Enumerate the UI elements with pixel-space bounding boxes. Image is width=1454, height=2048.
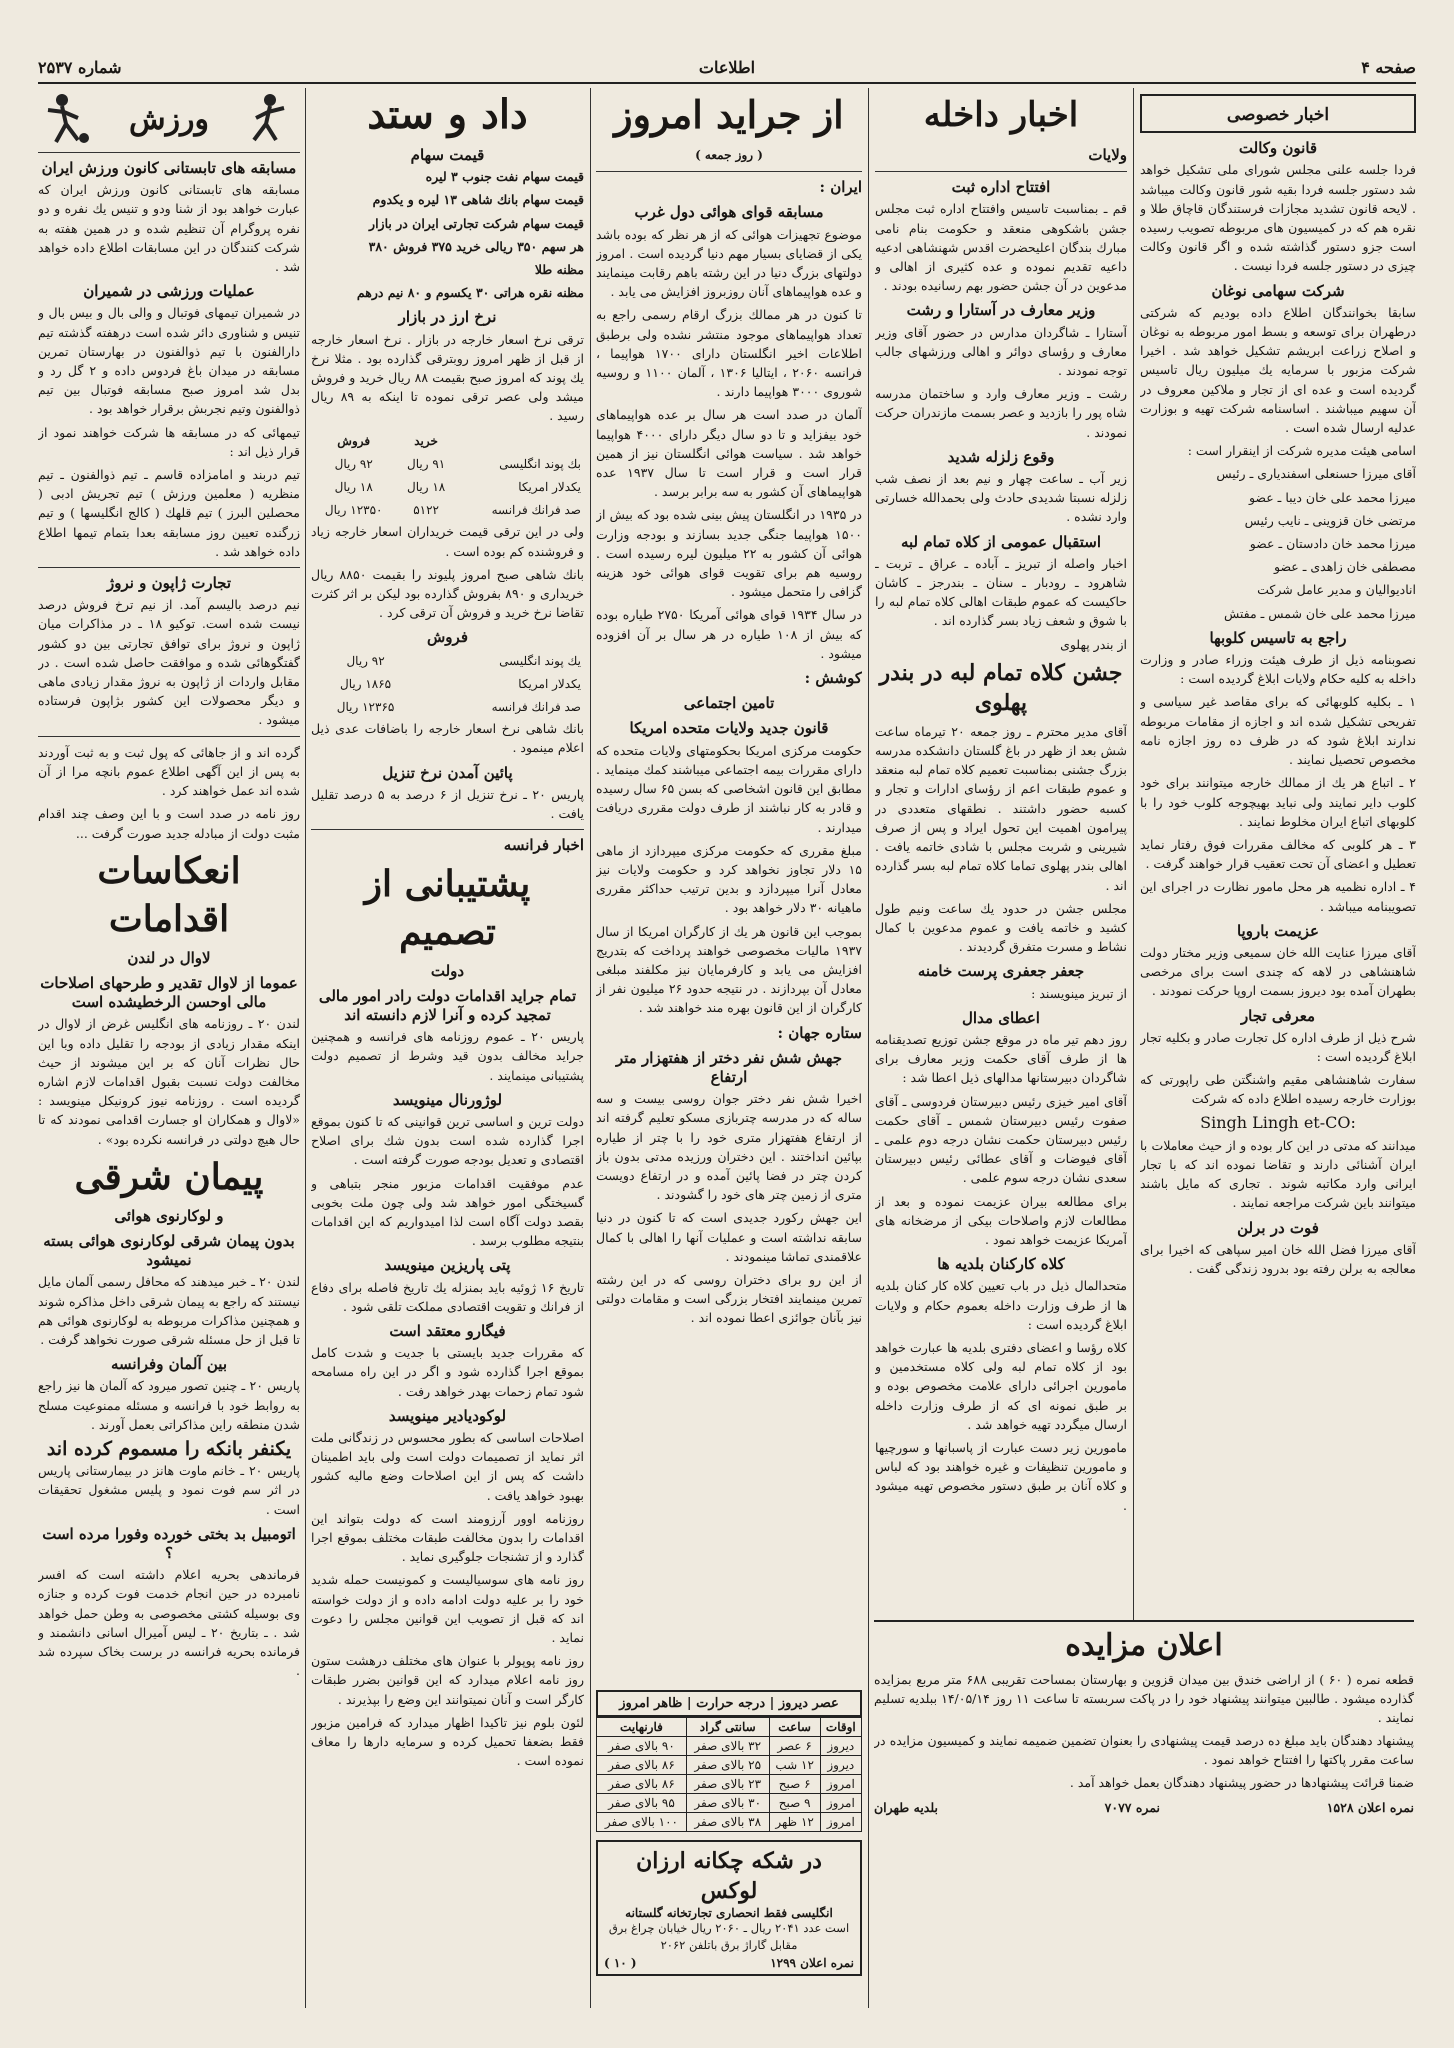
paragraph: ضمنا قرائت پیشنهادها در حضور پیشنهاد دهندگان بعمل خواهد آمد .	[1069, 1775, 1414, 1790]
paragraph: تاریخ ۱۶ ژوئیه باید بمنزله یك تاریخ فاصله برای دفاع از فرانك و تقویت اقتصادی مملکت تلقی شود .	[311, 1279, 584, 1314]
paragraph: گرده اند و از جاهائی که پول ثبت و به ثبت آوردند به پس از این آگهی اطلاع عموم بانچه مرا از آن شده اند عمل خواهند کرد .	[38, 744, 300, 799]
paragraph: لندن ۲۰ ـ خبر میدهند که محافل رسمی آلمان مایل نیستند که راجع به پیمان شرقی داخل مذاکره شوند و همچنین مذاکرات مربوطه به لوکارنوی هوائی هم تا قبل از حل مسئله شرقی صورت نخواهد گرفت .	[38, 1274, 300, 1347]
paragraph: ولی در این ترقی قیمت خریداران اسعار خارجه زیاد و فروشنده کم بوده است .	[311, 524, 584, 559]
headline: شرکت سهامی نوغان	[1211, 281, 1345, 300]
headline: جعفر جعفری پرست خامنه	[917, 962, 1085, 981]
table-row: یکدلار امریکا ۱۸ ریال ۱۸ ریال	[334, 480, 581, 495]
table-row: بك پوند انگلیسی ۹۱ ریال ۹۲ ریال	[334, 456, 581, 471]
paragraph: سابقا بخوانندگان اطلاع داده بودیم که شرکتی درطهران برای توسعه و بسط امور مربوطه به نوغان و اصلاح زراعت ابریشم تشکیل خواهد شد . اخیرا شرکت مزبور با سرمایه یك میلیون ریال تاسیس گردیده است و عده ای از تجار و ملاکین معروف در آن سهیم میباشند . اساسنامه شرکت تهیه و بوزارت عدلیه ارسال شده است .	[1140, 304, 1416, 436]
headline: پتی پاریزین مینویسد	[384, 1256, 511, 1275]
section-title: داد و ستد	[367, 91, 528, 138]
paragraph: پاریس ۲۰ ـ خانم ماوت هانز در بیمارستانی پاریس در اثر سم فوت نمود و پلیس مشغول تحقیقات است .	[38, 1463, 300, 1517]
section-title: ورزش	[128, 102, 210, 138]
list-item: میرزا محمد علی خان دیبا ـ عضو	[1248, 489, 1416, 505]
paper-name: اطلاعات	[698, 57, 756, 77]
paragraph: ۲ ـ اتباع هر یك از ممالك خارجه میتوانند برای خود کلوب دایر نمایند ولی نباید بهیچوجه کلوب خود را با کلوبهای اتباع ایران مخلوط نمایند .	[1140, 775, 1416, 829]
headline: یکنفر بانکه را مسموم کرده اند	[46, 1437, 292, 1460]
headline: لوکودیادیر مینویسد	[388, 1406, 507, 1425]
ad-body: است عدد ۲۰۴۱ ریال ـ ۲۰۶۰ ریال خیابان چراغ برق مقابل گاراژ برق باتلفن ۲۰۶۲	[608, 1921, 850, 1952]
paragraph: آقای مدیر محترم ـ روز جمعه ۲۰ تیرماه ساعت شش بعد از ظهر در باغ گلستان دانشکده مدرسه بزرگ جشنی بمناسبت تعمیم کلاه تمام لبه منعقد و عموم طبقات اعم از رؤسای ادارات و تجار و کسبه حضور داشتند . نطقهای متعددی در پیرامون اهمیت این تحول ایراد و پس از صرف شیرینی و شربت مجلس با شادی خاتمه یافت . اهالی بندر پهلوی تماما کلاه تمام لبه بسر گذارده اند .	[875, 723, 1127, 893]
table-row: امروز ۱۲ ظهر ۳۸ بالای صفر ۱۰۰ بالای صفر	[597, 1813, 862, 1832]
paragraph: اخیرا شش نفر دختر جوان روسی بیست و سه ساله که در مدرسه چتربازی مسکو تعلیم گرفته اند از ارتفاع هفتهزار متری خود را با چتر از طیاره بپائین انداختند . این دختران ورزیده مدتی بدون باز کردن چتر در فضا پائین آمده و در ارتفاع دویست متری از زمین چتر های خود را گشودند .	[596, 1091, 862, 1203]
exchange-table: خرید فروش بك پوند انگلیسی ۹۱ ریال ۹۲ ریال یکدلار امریکا ۱۸ ریال ۱۸ ریال صد فرانك فرانسه ۵۱۲۲ ۱۲۳۵۰ ریال	[311, 430, 584, 523]
ad-subtitle: انگلیسی فقط انحصاری تجارتخانه گلستانه	[625, 1906, 833, 1920]
paragraph: آقای امیر خیزی رئیس دبیرستان فردوسی ـ آقای صفوت رئیس دبیرستان شمس ـ آقای حکمت رئیس دبیرستان حکمت نشان درجه دوم علمی ـ آقای فیوضات و آقای عطائی رئیس دبیرستان سعدی نشان درجه سوم علمی .	[875, 1093, 1127, 1186]
column-rule	[305, 88, 306, 2008]
column-trade	[311, 88, 584, 2008]
paragraph: ترقی نرخ اسعار خارجه در بازار . نرخ اسعار خارجه از قبل از ظهر امروز روبترقی گذارده بود . مثلا نرخ یك پوند که امروز صبح بقیمت ۸۸ ریال خرید و فروش میشد ولی عصر ترقی نموده تا اینکه به ۸۹ ریال رسید .	[311, 331, 584, 424]
headline-large: پشتیبانی از تصمیم	[364, 862, 531, 953]
headline: معرفی تجار	[1240, 1006, 1316, 1025]
headline-large: انعکاسات اقدامات	[97, 849, 241, 940]
paragraph: متحدالمال ذیل در باب تعیین کلاه کار کنان بلدیه ها از طرف وزارت داخله بعموم حکام و ولایات ابلاغ گردیده است :	[875, 1278, 1127, 1332]
table-row: صد فرانك فرانسه ۱۲۳۶۵ ریال	[336, 700, 581, 715]
column-rule	[868, 88, 869, 2008]
auction-title: اعلان مزایده	[1065, 1628, 1223, 1663]
list-item: آقای میرزا حسنعلی اسفندیاری ـ رئیس	[1216, 466, 1416, 482]
table-row: یك پوند انگلیسی ۹۲ ریال	[346, 653, 581, 668]
column-domestic-news	[875, 88, 1127, 1618]
headline: و لوکارنوی هوائی	[114, 1206, 224, 1225]
headline: کلاه کارکنان بلدیه ها	[937, 1255, 1065, 1274]
headline: استقبال عمومی از کلاه تمام لبه	[900, 532, 1102, 551]
price-row: مظنه نقره هراتی ۳۰ یکسوم و ۸۰ نیم درهم	[356, 285, 584, 301]
headline: دولت	[430, 961, 465, 980]
headline: افتتاح اداره ثبت	[951, 178, 1051, 197]
headline: عموما از لاوال تقدیر و طرحهای اصلاحات مالی اوحسن الرخطیشده است	[40, 973, 298, 1012]
headline: فیگارو معتقد است	[389, 1321, 506, 1340]
ad-page: ( ۱۰ )	[604, 1956, 637, 1970]
section-sub: ولایات	[1088, 146, 1127, 164]
column-rule	[590, 88, 591, 2008]
page-number: صفحه ۴	[1361, 57, 1416, 77]
section-title: اخبار داخله	[923, 95, 1079, 135]
paragraph: برای مطالعه بیران عزیمت نموده و بعد از مطالعات لازم واصلاحات بیکی از مرضخانه های آمریکا عزیمت خواهد نمود .	[875, 1193, 1127, 1247]
source-label: ستاره جهان :	[777, 1023, 862, 1042]
paragraph: قم ـ بمناسبت تاسیس وافتتاح اداره ثبت مجلس جشن باشکوهی منعقد و حکومت بنام نامی مبارك بندگان اعلیحضرت اقدس شهنشاهی ادعیه داعیه تقدیم نموده و عده کثیری از اهالی و مدعوین در آن جشن حضور بهم رسانیده بودند .	[875, 201, 1127, 294]
auction-notice	[874, 1620, 1414, 2012]
paragraph: روز نامه پوپولر با عنوان های مختلف درهشت ستون روز نامه اعلام میدارد که این قوانین بضرر طبقات کارگر است و آنان نمیتوانند این وضع را بپذیرند .	[311, 1653, 584, 1707]
paragraph: رشت ـ وزیر معارف وارد و ساختمان مدرسه شاه پور را بازدید و عصر بسمت مازندران حرکت نمودند .	[875, 386, 1127, 440]
headline: اعطای مدال	[962, 1008, 1040, 1027]
carriage-ad	[596, 1840, 862, 1976]
headline: عزیمت باروپا	[1236, 921, 1319, 940]
price-row: قیمت سهام شرکت تجارتی ایران در بازار	[369, 215, 584, 231]
list-item: میرزا محمد علی خان شمس ـ مفتش	[1223, 605, 1416, 621]
section-title: از جراید امروز	[614, 92, 844, 137]
table-row: امروز ۹ صبح ۳۰ بالای صفر ۹۵ بالای صفر	[597, 1794, 862, 1813]
player-icon	[38, 90, 98, 150]
table-row: صد فرانك فرانسه ۵۱۲۲ ۱۲۳۵۰ ریال	[324, 503, 581, 518]
headline: قانون وکالت	[1238, 139, 1318, 158]
column-sports	[38, 88, 300, 2008]
list-item: مصطفی خان زاهدی ـ عضو	[1273, 559, 1416, 575]
paragraph: ۱ ـ بکلیه کلوبهائی که برای مقاصد غیر سیاسی و تفریحی تشکیل شده اند و اجازه از مقامات مربوطه ندارند ابلاغ شود که در ظرف ده روز اجازه نامه مخصوص تحصیل نمایند .	[1140, 694, 1416, 768]
paragraph: شرح ذیل از طرف اداره کل تجارت صادر و بکلیه تجار ابلاغ گردیده است :	[1140, 1029, 1416, 1064]
paragraph: عدم موفقیت اقدامات مزبور منجر بتباهی و گسیختگی امور خواهد شد ولی چون ملت بخوبی بقصد دولت آگاه است لذا امیدواریم که این اقدامات بنتیجه مطلوب برسد .	[311, 1175, 584, 1249]
section-label: اخبار فرانسه	[503, 836, 584, 855]
paragraph: در شمیران تیمهای فوتبال و والی بال و بیس بال و تنیس و شناوری دائر شده است درهفته گذشته تیم دارالفنون با تیم ذوالفنون در بهارستان تمرین مسابقه در میدان باغ فردوس داده و ۲ گل رد و بدل شد امروز صبح مسابقه فوتبال بین تیم ذوالفنون وتیم نجربش برقرار خواهد بود .	[38, 305, 300, 417]
headline: وزیر معارف در آستارا و رشت	[906, 301, 1096, 320]
paragraph: پاریس ۲۰ ـ نرخ تنزیل از ۶ درصد به ۵ درصد تقلیل یافت .	[311, 786, 584, 822]
price-row: قیمت سهام بانك شاهی ۱۳ لیره و یکدوم	[372, 192, 584, 208]
municipality: بلدیه طهران	[874, 1800, 938, 1815]
masthead	[38, 52, 1416, 84]
paragraph: تیم دربند و امامزاده قاسم ـ تیم ذوالفنون ـ تیم منظریه ( معلمین ورزش ) تیم تجریش ادبی ( محصلین البرز ) تیم قلهك ( کالج انگلیسها ) و تیم زرگنده تعیین روز مسابقه بعدا بتمام تیمها اطلاع داده خواهد شد .	[38, 467, 300, 559]
section-header: اخبار خصوصی	[1226, 105, 1330, 125]
paragraph: سفارت شاهنشاهی مقیم واشنگتن طی راپورتی که بوزارت خارجه رسیده اطلاع داده که شرکت	[1140, 1072, 1416, 1107]
paragraph: در سال ۱۹۳۴ قوای هوائی آمریکا ۲۷۵۰ طیاره بوده که بیش از ۱۰۸ طیاره در هر سال بر آن افزوده میشود .	[596, 607, 862, 661]
paragraph: در ۱۹۳۵ در انگلستان پیش بینی شده بود که بیش از ۱۵۰۰ هواپیما جنگی جدید بسازند و بودجه وزارت هوائی آن کشور به ۲۲ میلیون لیره رسیده است . روسیه هم برای تقویت قوای هوائی خود هزینه گزافی را متحمل میشود .	[596, 507, 862, 600]
headline: جهش شش نفر دختر از هفتهزار متر ارتفاع	[615, 1048, 842, 1086]
ad-number: نمره اعلان ۱۲۹۹	[770, 1956, 854, 1970]
paragraph: مبلغ مقرری که حکومت مرکزی میپردازد از ماهی ۱۵ دلار تجاوز نخواهد کرد و حکومت ولایات نیز معادل آنرا میپردازد و بدین ترتیب حداکثر مقرری ماهیانه ۳۰ دلار خواهد بود .	[596, 842, 862, 916]
headline: تجارت ژاپون و نروژ	[107, 574, 231, 593]
price-row: هر سهم ۳۵۰ ریالی خرید ۳۷۵ فروش ۳۸۰	[368, 238, 584, 254]
headline: مسابقه های تابستانی کانون ورزش ایران	[41, 159, 297, 177]
paragraph: پیشنهاد دهندگان باید مبلغ ده درصد قیمت پیشنهادی را بعنوان تضمین ضمیمه نمایند و کمیسیون مزایده در ساعت مقرر پاکتها را افتتاح خواهد نمود .	[874, 1733, 1414, 1767]
headline: فروش	[426, 628, 468, 647]
paragraph: مسابقه های تابستانی کانون ورزش ایران که عبارت خواهد بود از شنا ودو و تنیس یك نفره و دو نفره پروگرام آن تنظیم شده و در همین هفته به شرکت کنندگان در این مسابقات اطلاع داده خواهد شد .	[38, 182, 300, 275]
paragraph: آستارا ـ شاگردان مدارس در حضور آقای وزیر معارف و رؤسای دوائر و اهالی ورزشهای جالب توجه نمودند .	[875, 324, 1127, 379]
paragraph: کلاه رؤسا و اعضای دفتری بلدیه ها عبارت خواهد بود از کلاه تمام لبه ولی کلاه مستخدمین و مامورین اجرائی دارای علامت مخصوص بوده و بر طبق نمونه ای که از طرف وزارت داخله ارسال میگردد تهیه خواهد شد .	[875, 1339, 1127, 1432]
list-item: مرتضی خان قزوینی ـ نایب رئیس	[1244, 512, 1416, 528]
paragraph: روزنامه اوور آرزومند است که دولت بتواند این اقدامات را بدون مخالفت طبقات مختلف بموقع اجرا گذارد و از تشنجات جلوگیری نماید .	[311, 1510, 584, 1565]
paragraph: روز دهم تیر ماه در موقع جشن توزیع تصدیقنامه ها از طرف آقای حکمت وزیر معارف برای شاگردان دبیرستانها مدالهای ذیل اعطا شد :	[875, 1031, 1127, 1086]
headline: پائین آمدن نرخ تنزیل	[382, 763, 513, 782]
paragraph: بانك شاهی صبح امروز پلیوند را بقیمت ۸۸۵۰ ریال خریداری و ۸۹۰ بفروش گذارده بود لیکن بر اثر کثرت تقاضا نرخ خرید و فروش آن ترقی کرد .	[311, 566, 584, 621]
headline: قانون جدید ولایات متحده امریکا	[629, 719, 829, 738]
table-header: اوقات	[820, 1718, 861, 1737]
headline: بین آلمان وفرانسه	[110, 1355, 227, 1374]
company-name: Singh Lingh et-CO:	[1200, 1112, 1356, 1132]
paragraph: ۴ ـ اداره نظمیه هر محل مامور نظارت در اجرای این تصویبنامه میباشد .	[1140, 879, 1416, 914]
headline: اتومبیل بد بختی خورده وفورا مرده است ؟	[42, 1524, 296, 1562]
paragraph: اصلاحات اساسی که بطور محسوس در زندگانی ملت اثر نماید از تصمیمات دولت است ولی باید اطمینان داشت که پس از این اصلاحات وضع مالیه کشور بهبود خواهد یافت .	[311, 1429, 584, 1503]
paragraph: تیمهائی که در مسابقه ها شرکت خواهند نمود از قرار ذیل اند :	[38, 424, 300, 459]
sports-banner	[38, 88, 300, 153]
paragraph: دولت ترین و اساسی ترین قوانینی که تا کنون بموقع اجرا گذارده شده است بدون شك برای اصلاح اقتصادی و تعدیل بودجه صورت گرفته است .	[311, 1113, 584, 1168]
headline-large: پیمان شرقی	[74, 1155, 264, 1198]
paragraph: این جهش رکورد جدیدی است که تا کنون در دنیا سابقه نداشته است و عملیات آنها را اهالی با کمال علاقمندی تماشا مینمودند .	[596, 1210, 862, 1264]
headline: راجع به تاسیس کلوبها	[1209, 628, 1347, 647]
table-row: دیروز ۶ عصر ۳۲ بالای صفر ۹۰ بالای صفر	[597, 1737, 862, 1756]
price-row: قیمت سهام نفت جنوب ۳ لیره	[425, 169, 584, 185]
notice-number: نمره اعلان ۱۵۲۸	[1326, 1800, 1414, 1815]
headline: وقوع زلزله شدید	[947, 447, 1055, 466]
paragraph: ۳ ـ هر کلوبی که مخالف مقررات فوق رفتار نماید تعطیل و اعضای آن تحت تعقیب قرار خواهند گرفت .	[1140, 836, 1416, 872]
headline: لوژورنال مینویسد	[392, 1090, 503, 1109]
issue-number: شماره ۲۵۳۷	[38, 57, 122, 77]
paragraph: روز نامه های سوسیالیست و کمونیست حمله شدید خود را بر علیه دولت ادامه داده و از دولت خواسته اند که قبل از تصویب این قوانین مجلس را دعوت نماید .	[311, 1572, 584, 1645]
paragraph: لئون بلوم نیز تاکیدا اظهار میدارد که فرامین مزبور فقط بضعفا تحمیل کرده و سرمایه دارها را معاف نموده است .	[311, 1714, 584, 1769]
headline: فوت در برلن	[1237, 1218, 1319, 1237]
paragraph: بموجب این قانون هر یك از کارگران امریکا از سال ۱۹۳۷ مالیات مخصوصی خواهند پرداخت که بتدریج افزایش می یابد و کارفرمایان نیز مکلفند مبلغی معادل آن بپردازند . در نتیجه حدود ۲۶ میلیون نفر از کارگران از این قانون بهره مند خواهند شد .	[596, 923, 862, 1016]
paragraph: مجلس جشن در حدود یك ساعت ونیم طول کشید و خاتمه یافت و عموم مدعوین با کمال نشاط و مسرت متفرق گردیدند .	[875, 900, 1127, 955]
paragraph: فردا جلسه علنی مجلس شورای ملی تشکیل خواهد شد دستور جلسه فردا بقیه شور قانون وکالت میباشد . لایحه قانون تشدید مجازات فرستندگان قاچاق طلا و نقره هم که در کمیسیون های مربوطه تصویب رسیده است جزو دستور گذاشته شده و اگر قانون وکالت چیزی در دستور جلسه فردا نیست .	[1140, 162, 1416, 274]
notice-code: نمره ۷۰۷۷	[1104, 1800, 1161, 1815]
list-item: میرزا محمد خان دادستان ـ عضو	[1249, 536, 1416, 552]
price-row: مظنه طلا	[534, 262, 584, 278]
paragraph: پاریس ۲۰ ـ چنین تصور میرود که آلمان ها نیز راجع به روابط خود با فرانسه و مسئله ممنوعیت مسلح شدن منطقه راین مذاکراتی بعمل آورند .	[38, 1378, 300, 1432]
table-header: فارنهایت	[597, 1718, 687, 1737]
table-header: ساعت	[769, 1718, 820, 1737]
paragraph: زیر آب ـ ساعت چهار و نیم بعد از نصف شب زلزله نسبتا شدیدی حادث ولی بحمدالله خسارتی وارد نشده .	[875, 471, 1127, 525]
paragraph: روز نامه در صدد است و با این وصف چند اقدام مثبت دولت از مبادله جدید صورت گرفت ...	[38, 806, 300, 841]
paragraph: آلمان در صدد است هر سال بر عده هواپیماهای خود بیفزاید و تا دو سال دیگر دارای ۴۰۰۰ هواپیما خواهد شد . سیاست هوائی انگلستان نیز از همین قرار است و قرار است تا سال ۱۹۳۷ عده هواپیماهای آن کشور به سه برابر برسد .	[596, 407, 862, 500]
paragraph: که مقررات جدید بایستی با جدیت و شدت کامل بموقع اجرا گذارده شود و اگر در این راه مسامحه شود تمام زحمات بهدر خواهد رفت .	[311, 1345, 584, 1399]
headline: نرخ ارز در بازار	[398, 308, 497, 327]
headline: بدون پیمان شرقی لوکارنوی هوائی بسته نمیشود	[43, 1231, 295, 1270]
paragraph: از بندر پهلوی	[1060, 636, 1127, 652]
paragraph: آقای میرزا فضل الله خان امیر سپاهی که اخیرا برای معالجه به برلن رفته بود بدرود زندگی گفت .	[1140, 1241, 1416, 1276]
paragraph: اخبار واصله از تبریز ـ آباده ـ عراق ـ تربت ـ شاهرود ـ رودبار ـ سنان ـ بندرجز ـ کاشان حاکیست که عموم طبقات اهالی کلاه تمام لبه را با شوق و شعف زیاد بسر گذارده اند .	[875, 555, 1127, 629]
headline: تمام جراید اقدامات دولت رادر امور مالی تمجید کرده و آنرا لازم دانسته اند	[318, 986, 577, 1024]
paragraph: نیم درصد بالیسم آمد. از نیم ترخ فروش درصد نیست شده است. توکیو ۱۸ ـ در مذاکرات میان ژاپون و نروژ برای توافق تجارتی بین دو کشور گفتگوهائی شده و موافقت حاصل شده است . در مقابل واردات از ژاپون به نروژ مقدار زیادی ماهی و دیگر محصولات این کشور بژاپون فرستاده میشود .	[38, 597, 300, 728]
runner-icon	[240, 90, 300, 150]
sale-table	[311, 650, 584, 720]
section-sub: قیمت سهام	[410, 146, 485, 164]
source-label: ایران :	[819, 178, 862, 197]
board-list	[1140, 464, 1416, 622]
ad-title: در شکه چکانه ارزان لوکس	[636, 1848, 822, 1904]
paragraph: میدانند که مدتی در این کار بوده و از حیث معاملات با ایران آشنائی دارند و تقاضا نموده اند که با تجار ایرانی وارد مکاتبه شوند . تجاری که مایل باشند میتوانند باین شرکت مراجعه نمایند .	[1140, 1137, 1416, 1211]
table-row: امروز ۶ صبح ۲۳ بالای صفر ۸۶ بالای صفر	[597, 1775, 862, 1794]
paragraph: لندن ۲۰ ـ روزنامه های انگلیس غرض از لاوال در اینکه مقدار زیادی از بودجه را تقلیل داده وبا این حال نظرات آنان که بر این میشوند از حیث مخالفت دولت نسبت بقبول اقدامات لازم اشاره گردیده است . روزنامه نیوز کرونیکل مینویسد : «لاوال و همکاران او جسارت اقدامی نمودند که تا حال هیچ دولتی در فرانسه نکرده بود» .	[38, 1016, 300, 1147]
table-row: دیروز ۱۲ شب ۲۵ بالای صفر ۸۶ بالای صفر	[597, 1756, 862, 1775]
paragraph: تا کنون در هر ممالك بزرگ ارقام رسمی راجع به تعداد هواپیماهای موجود منتشر نشده ولی برطبق اطلاعات اخیر انگلستان دارای ۱۷۰۰ هواپیما ، فرانسه ۲۰۶۰ ، ایتالیا ۱۳۰۶ ، آلمان ۱۱۰۰ و روسیه شوروی ۳۰۰۰ هواپیما دارند .	[596, 307, 862, 400]
table-row: یکدلار امریکا ۱۸۶۵ ریال	[340, 676, 581, 691]
section-sub: ( روز جمعه )	[695, 148, 763, 162]
paragraph: حکومت مرکزی امریکا بحکومتهای ولایات متحده که دارای مقررات بیمه اجتماعی میباشند کمك مینماید . مطابق این قانون اشخاصی که بسن ۶۵ سال رسیده و قادر به کار نباشند از طرف دولت مقرری دریافت میدارند .	[596, 742, 862, 835]
temperature-table	[596, 1717, 862, 1832]
paragraph: مامورین زیر دست عبارت از پاسبانها و سورچیها و مامورین تنظیفات و غیره خواهند بود که لباس و کلاه آنان بر طبق دستور مخصوص تهیه میشود .	[875, 1439, 1127, 1513]
source-label: کوشش :	[804, 669, 862, 688]
headline: تامین اجتماعی	[683, 694, 775, 713]
paragraph: پاریس ۲۰ ـ عموم روزنامه های فرانسه و همچنین جراید مخالف بدون قید وشرط از تصمیم دولت پشتیبانی مینمایند .	[311, 1029, 584, 1083]
paragraph: از تبریز مینویسند :	[1031, 985, 1127, 1001]
paragraph: آقای میرزا عنایت الله خان سمیعی وزیر مختار دولت شاهنشاهی در لاهه که چندی است برای مرخصی بطهران آمده بود دیروز بسمت اروپا حرکت نمودند .	[1140, 944, 1416, 999]
paragraph: فرماندهی بحریه اعلام داشته است که افسر نامبرده در حین انجام خدمت فوت کرده و جنازه وی بوسیله کشتی مخصوصی به وطن حمل خواهد شد . ـ بتاریخ ۲۰ ـ لیس آمیرال اسانی دانشمند و فرمانده بحریه فرانسه در برست بخاک سپرده شد .	[38, 1567, 300, 1679]
paragraph: قطعه نمره ( ۶۰ ) از اراضی خندق بین میدان قزوین و بهارستان بمساحت تقریبی ۶۸۸ متر مربع بمزایده گذارده میشود . طالبین میتوانند پیشنهاد خود را در پاکت سربسته تا ساعت ۱۱ روز ۱۴/۰۵/۱۴ ببلدیه تسلیم نمایند .	[874, 1672, 1414, 1725]
paragraph: بانك شاهی نرخ اسعار خارجه را باضافات عدی ذیل اعلام مینمود .	[311, 721, 584, 756]
headline: عملیات ورزشی در شمیران	[83, 282, 255, 301]
paragraph: نصوبنامه ذیل از طرف هیئت وزراء صادر و وزارت داخله به کلیه حکام ولایات ابلاغ گردیده است :	[1140, 652, 1416, 687]
temperature-title: عصر دیروز | درجه حرارت | ظاهر امروز	[596, 1690, 862, 1717]
paragraph: از این رو برای دختران روسی که در این رشته تمرین مینمایند افتخار بزرگی است و مقامات دولتی نیز بآنان جوائزی اعطا نموده اند .	[596, 1271, 862, 1326]
list-heading: اسامی هیئت مدیره شرکت از اینقرار است :	[1187, 443, 1416, 459]
paragraph: موضوع تجهیزات هوائی که از هر نظر که بوده باشد یکی از قضایای بسیار مهم دنیا گردیده است . امروز دولتهای بزرگ دنیا در این رشته باهم رقابت مینمایند و عده هواپیماهای آنان روزبروز افزایش می یابد .	[596, 226, 862, 300]
headline: لاوال در لندن	[127, 948, 211, 967]
headline: مسابقه قوای هوائی دول غرب	[634, 203, 824, 222]
list-item: انادیوالیان و مدیر عامل شرکت	[1257, 582, 1416, 598]
headline-large: جشن کلاه تمام لبه در بندر پهلوی	[879, 659, 1123, 716]
weather-box	[596, 1690, 862, 2010]
table-header: سانتی گراد	[686, 1718, 769, 1737]
